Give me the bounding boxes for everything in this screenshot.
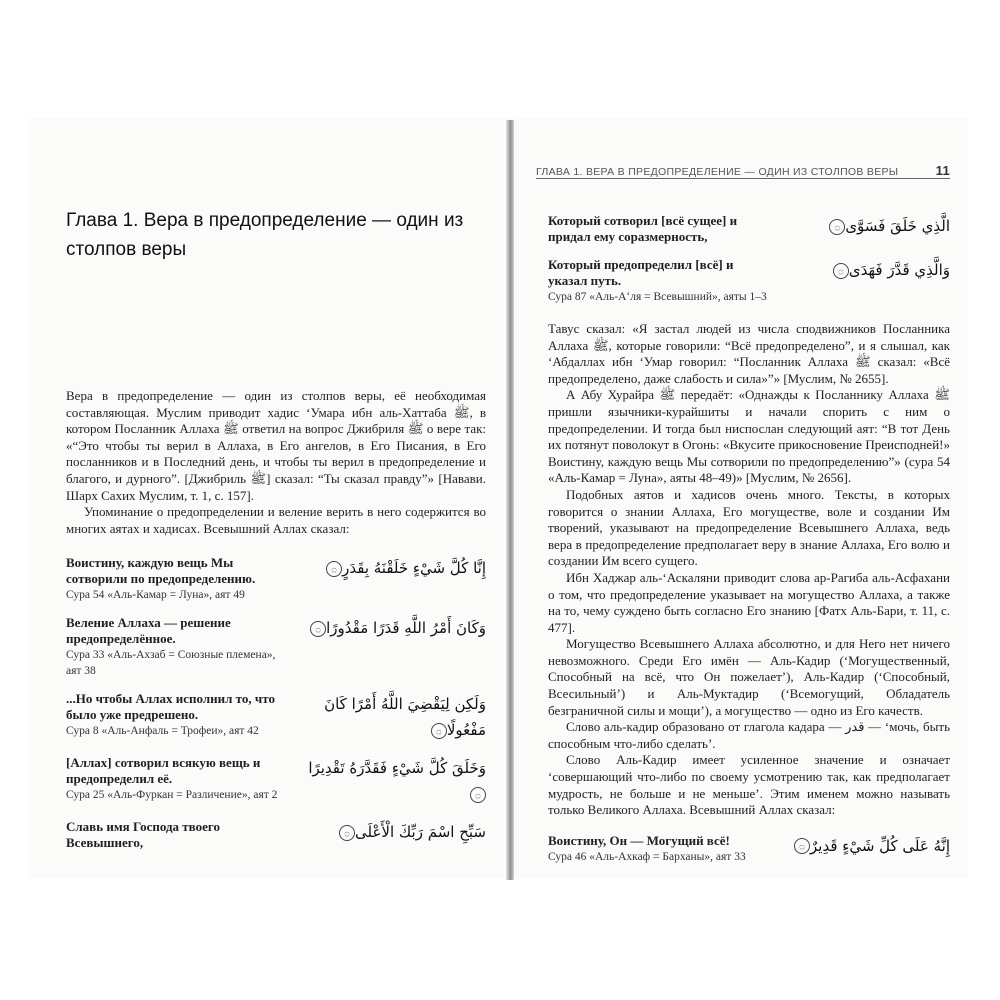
ayah-end-icon: ۝: [326, 561, 342, 577]
running-head: [536, 158, 950, 179]
paragraph: А Абу Хурайра ﷺ передаёт: «Однажды к Посланнику Аллаха ﷺ пришли язычники-курайшиты и начали спорить с ним о предопределении. И тогда был ниспослан следующий аят: “В тот День их потянут поволокут в Огонь: «Вкусите прикосновение Преисподней!» Воистину, каждую вещь Мы сотворили по предопределению”» (сура 54 «Аль-Камар = Луна», аяты 48–49)» [Муслим, № 2656].: [548, 387, 951, 486]
verse-arabic: الَّذِي خَلَقَ فَسَوَّى: [845, 217, 950, 235]
chapter-title: Глава 1. Вера в предопределение — один из столпов веры: [66, 210, 464, 260]
verse-block: [66, 819, 486, 851]
paragraph: Могущество Всевышнего Аллаха абсолютно, и для Него нет ничего невозможного. Среди Его имён — Аль-Кадир (‘Могущественный, Способный на всё, что Он пожелает’), Аль-Кадир (‘Способный, Всесильный’) и Аль-Муктадир (‘Всемогущий, Обладатель безграничной силы и мощи’), а могущество — одно из Его качеств.: [548, 636, 950, 718]
verse-arabic: وَلَكِن لِيَقْضِيَ اللَّهُ أَمْرًا كَانَ مَفْعُولًا: [324, 695, 486, 740]
verse-block: [548, 213, 950, 245]
ayah-end-icon: ۝: [339, 825, 355, 841]
second-paragraph: Упоминание о предопределении и веление верить в него содержится во многих аятах и хадисах. Всевышний Аллах сказал:: [66, 504, 486, 536]
verse-translation: ...Но чтобы Аллах исполнил то, что было уже предрешено.: [66, 691, 275, 723]
verse-source: Сура 25 «Аль-Фуркан = Различение», аят 2: [66, 789, 278, 802]
intro-paragraph: Вера в предопределение — один из столпов веры, её необходимая составляющая. Муслим приводит хадис ‘Умара ибн аль-Хаттаба ﷺ, в котором Посланник Аллаха ﷺ ответил на вопрос Джибриля ﷺ о вере так: «“Это чтобы ты верил в Аллаха, в Его ангелов, в Его Писания, в Его посланников и в Последний день, и чтобы ты верил в предопределение и благого, и дурного”. [Джибриль ﷺ] сказал: “Ты сказал правду”» [Навави. Шарх Сахих Муслим, т. 1, с. 157].: [66, 388, 487, 503]
ayah-end-icon: ۝: [829, 219, 845, 235]
verse-source: Сура 8 «Аль-Анфаль = Трофеи», аят 42: [66, 725, 259, 738]
verse-block: [548, 257, 950, 305]
left-page: [28, 118, 512, 878]
verse-translation: Веление Аллаха — решение предопределённое.: [66, 615, 231, 647]
verse-source: Сура 46 «Аль-Ахкаф = Барханы», аят 33: [548, 850, 746, 863]
verse-block: [66, 555, 486, 603]
verse-translation: Славь имя Господа твоего Всевышнего,: [66, 819, 220, 851]
verse-source: Сура 33 «Аль-Ахзаб = Союзные племена», аят 38: [66, 649, 276, 678]
right-page-content: [548, 213, 950, 865]
book-gutter: [506, 120, 514, 880]
verse-translation: [Аллах] сотворил всякую вещь и предопределил её.: [66, 755, 261, 787]
ayah-end-icon: ۝: [833, 263, 849, 279]
ayah-end-icon: ۝: [470, 787, 486, 803]
verse-arabic: وَخَلَقَ كُلَّ شَيْءٍ فَقَدَّرَهُ تَقْدِيرًا: [308, 759, 486, 778]
right-page: [514, 118, 968, 878]
verse-source: Сура 87 «Аль-А‘ля = Всевышний», аяты 1–3: [548, 291, 767, 303]
verse-translation: Который сотворил [всё сущее] и придал ему соразмерность,: [548, 213, 738, 244]
verse-block: [66, 615, 486, 679]
ayah-end-icon: ۝: [431, 723, 447, 739]
paragraph: Слово Аль-Кадир имеет усиленное значение и означает ‘совершающий что-либо по своему усмотрению так, как предполагает мудрость, не больше и не меньше’. Этим именем можно называть только Великого Аллаха. Всевышний Аллах сказал:: [548, 752, 950, 818]
ayah-end-icon: ۝: [310, 621, 326, 637]
running-head-title: ГЛАВА 1. ВЕРА В ПРЕДОПРЕДЕЛЕНИЕ — ОДИН ИЗ СТОЛПОВ ВЕРЫ: [536, 166, 899, 178]
verse-block: [66, 755, 486, 807]
verse-arabic: وَكَانَ أَمْرُ اللَّهِ قَدَرًا مَقْدُورًا: [326, 619, 486, 638]
paragraph: Подобных аятов и хадисов очень много. Тексты, в которых говорится о знании Аллаха, Его могуществе, воле и создании Им творений, указывают на предопределение Всевышнего Аллаха, ведь вера в предопределение предполагает веру в знание Аллаха, Его волю и создании Им всего сущего.: [548, 486, 950, 569]
paragraph: Ибн Хаджар аль-‘Аскаляни приводит слова ар-Рагиба аль-Асфахани о том, что предопределение указывает на могущество Аллаха, а также на то, чему суждено быть согласно Его знанию [Фатх Аль-Бари, т. 11, с. 477].: [548, 569, 950, 635]
verse-arabic: وَالَّذِي قَدَّرَ فَهَدَى: [848, 261, 950, 279]
paragraph: Тавус сказал: «Я застал людей из числа сподвижников Посланника Аллаха ﷺ, которые говорили: “Всё предопределено”, и я слышал, как ‘Абдаллах ибн ‘Умар говорил: “Посланник Аллаха ﷺ сказал: «Всё предопределено, даже слабость и сила»”» [Муслим, № 2655].: [548, 321, 950, 386]
page-number: 11: [935, 163, 950, 178]
ayah-end-icon: ۝: [794, 838, 810, 854]
paragraph: Слово аль-кадир образовано от глагола кадара — قدر — ‘мочь, быть способным что-либо сделать’.: [548, 719, 950, 751]
verse-arabic: إِنَّا كُلَّ شَيْءٍ خَلَقْنَهُ بِقَدَرٍ: [342, 559, 486, 578]
verse-arabic: إِنَّهُ عَلَى كُلِّ شَيْءٍ قَدِيرٌ: [810, 836, 950, 855]
verse-translation: Воистину, каждую вещь Мы сотворили по предопределению.: [66, 555, 256, 587]
verse-translation: Воистину, Он — Могущий всё!: [548, 832, 730, 848]
verse-arabic: سَبِّحِ اسْمَ رَبِّكَ الْأَعْلَى: [354, 823, 486, 842]
verse-block: [548, 833, 950, 865]
verse-block: [66, 691, 486, 743]
verse-source: Сура 54 «Аль-Камар = Луна», аят 49: [66, 589, 245, 602]
verse-translation: Который предопределил [всё] и указал путь.: [548, 257, 734, 288]
